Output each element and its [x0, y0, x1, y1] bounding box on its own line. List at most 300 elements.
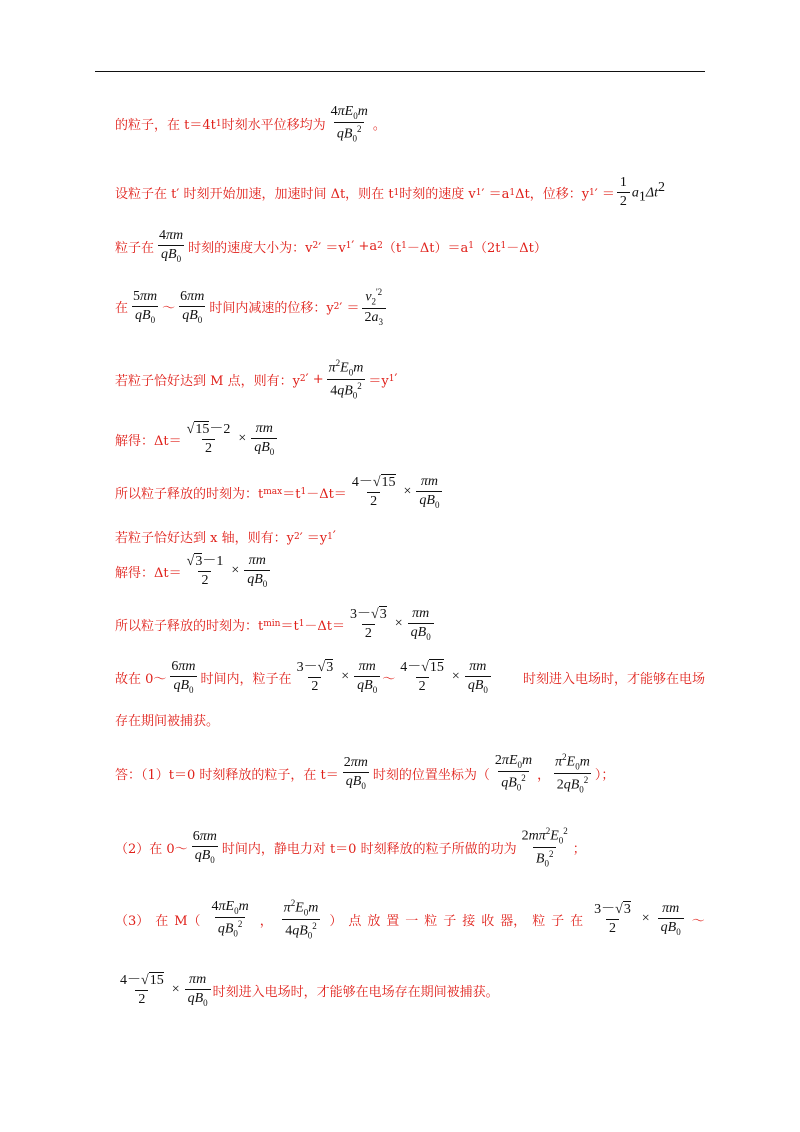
solution-line-8	[115, 527, 336, 546]
math-text: π	[350, 755, 358, 771]
math-text: 时间内，粒子在	[200, 671, 292, 687]
math-text: ＝t	[280, 618, 299, 634]
math-text: －	[358, 474, 373, 490]
math-text: π	[248, 553, 256, 568]
math-text: 3	[350, 606, 358, 622]
math-text: 时刻进入电场时，才能够在电场	[522, 671, 705, 687]
math-text: 2	[335, 358, 341, 368]
math-text: 收	[481, 913, 495, 929]
math-text: 0	[353, 110, 358, 121]
math-text: B	[261, 440, 270, 456]
math-text: 2	[583, 774, 589, 785]
math-text: （t	[382, 240, 402, 256]
math-text: 0	[361, 781, 366, 792]
math-text: 15	[195, 421, 210, 437]
math-text: B	[426, 493, 435, 509]
fraction-2pim-qB0	[341, 755, 371, 791]
math-text: π	[178, 659, 186, 674]
math-text: 0	[352, 133, 357, 144]
math-text: －	[202, 553, 217, 569]
math-text: m	[185, 659, 196, 674]
math-text: 2	[377, 241, 383, 252]
math-text: m	[528, 828, 539, 844]
math-text: 0	[575, 761, 580, 772]
math-text: 时刻的速度大小为：v	[188, 240, 313, 256]
math-text: 故在 0～	[115, 671, 167, 687]
math-text: 2	[333, 301, 340, 312]
math-text: π	[555, 754, 563, 770]
math-text: v	[365, 289, 372, 305]
math-text: 0	[307, 930, 313, 941]
math-text: 1	[298, 619, 305, 630]
fraction-sqrt3-minus-1-over-2	[184, 554, 227, 589]
math-text: π	[337, 104, 345, 119]
math-text: 4	[400, 659, 408, 675]
math-text: B	[344, 383, 353, 399]
math-text: √	[371, 606, 379, 622]
math-text: 0	[426, 631, 431, 642]
math-text: B	[352, 774, 362, 790]
math-text: π	[420, 474, 428, 489]
math-text: min	[263, 619, 281, 630]
math-text: 粒	[424, 913, 438, 929]
math-text: m	[353, 360, 364, 376]
math-text: （2）在 0～	[115, 841, 188, 857]
math-text: 0	[348, 367, 354, 378]
math-text: 6	[180, 288, 188, 304]
math-text: B	[417, 625, 427, 641]
text: 时刻的速度 v	[399, 187, 476, 203]
math-text: B	[299, 923, 308, 939]
math-text: 0	[434, 499, 440, 510]
math-text: －	[303, 659, 318, 675]
math-text: M（	[174, 913, 201, 929]
fraction-sqrt15-minus-2-over-2	[184, 422, 234, 457]
math-text: 0	[210, 855, 215, 866]
math-text: ×	[231, 563, 240, 579]
math-text: 2	[562, 752, 567, 762]
math-text: 时刻的位置坐标为（	[372, 767, 490, 783]
math-text: ，	[537, 767, 551, 783]
math-text: 器，	[500, 913, 527, 929]
math-text: 1	[509, 187, 516, 198]
fraction-6pim-qB0	[177, 289, 207, 325]
text: Δt，位移：y	[515, 187, 590, 203]
math-text: m	[308, 900, 319, 916]
math-text: －Δt＝	[306, 486, 347, 502]
math-text: 0	[234, 906, 239, 917]
math-text: a	[371, 309, 379, 325]
fraction-pisqE0m-2qB0sq	[552, 752, 593, 795]
math-text: ～	[162, 301, 176, 317]
math-text: q	[217, 922, 225, 938]
math-text: B	[364, 678, 373, 694]
math-text: q	[336, 126, 344, 142]
math-text: π	[189, 972, 197, 987]
math-text: a	[631, 185, 639, 201]
math-text: 子	[443, 913, 457, 929]
math-text: 点	[348, 913, 362, 929]
fraction-4-minus-sqrt15-over-2	[397, 660, 447, 695]
math-text: 2	[377, 287, 383, 297]
math-text: 0	[203, 997, 208, 1008]
text: 设粒子在 t′ 时刻开始加速，加速时间 Δt，则在 t	[115, 187, 394, 203]
math-text: 0	[176, 253, 182, 264]
math-text: √	[615, 901, 623, 917]
solution-line-1	[115, 104, 386, 144]
math-text: B	[535, 851, 545, 867]
solution-line-2	[115, 175, 665, 210]
math-text: 2	[371, 296, 377, 307]
math-text: q	[194, 848, 202, 864]
fraction-pim-qB0	[185, 972, 211, 1008]
math-text: ＝t	[282, 486, 301, 502]
math-text: B	[142, 307, 151, 323]
math-text: m	[476, 659, 487, 674]
math-text: ×	[394, 616, 403, 632]
math-text: 1	[475, 187, 482, 198]
math-text: ）；	[594, 767, 615, 783]
math-text: 2	[357, 380, 362, 391]
math-text: 1	[589, 187, 595, 198]
math-text: m	[365, 659, 376, 674]
math-text: 时间内，静电力对 t＝0 时刻释放的粒子所做的功为	[221, 841, 517, 857]
answer-line-1	[115, 752, 614, 795]
math-text: 1	[345, 241, 352, 252]
math-text: E	[340, 360, 349, 376]
math-text: π	[501, 753, 509, 769]
math-text: －Δt＝	[304, 618, 346, 634]
math-text: E	[566, 754, 576, 770]
math-text: 3	[623, 901, 631, 917]
math-text: √	[186, 421, 195, 437]
math-text: √	[317, 659, 326, 675]
fraction-4piE0m-qB0sq	[209, 899, 252, 939]
math-text: （2t	[473, 240, 501, 256]
fraction-3-minus-sqrt3-over-2	[294, 660, 337, 695]
math-text: m	[147, 288, 158, 304]
math-text: ～	[691, 913, 705, 929]
math-text: 1	[401, 241, 407, 252]
math-text: 4	[211, 899, 219, 915]
math-text: m	[206, 829, 217, 845]
fraction-pim-qB0	[354, 659, 380, 695]
math-text: 0	[150, 314, 156, 325]
math-text: 2	[606, 919, 619, 937]
math-text: 2	[657, 179, 665, 195]
math-text: q	[410, 625, 418, 641]
math-text: m	[173, 228, 184, 243]
math-text: m	[522, 753, 533, 769]
math-text: m	[579, 754, 590, 770]
answer-line-2	[115, 826, 586, 869]
math-text: 3	[594, 901, 602, 917]
math-text: 2	[548, 848, 554, 859]
math-text: q	[135, 307, 143, 323]
math-text: ′ +	[305, 371, 324, 387]
math-text: －	[357, 606, 372, 622]
math-text: 存在期间被捕获。	[115, 714, 220, 729]
solution-line-10	[115, 606, 436, 642]
math-text: π	[538, 828, 546, 844]
math-text: 4	[330, 104, 338, 119]
fraction-3-minus-sqrt3-over-2	[347, 607, 390, 642]
fraction-5pim-qB0	[130, 289, 160, 325]
math-text: 1	[216, 553, 224, 569]
math-text: q	[419, 493, 427, 509]
math-text: 0	[372, 684, 378, 695]
math-text: －	[601, 901, 616, 917]
math-text: q	[292, 923, 300, 939]
math-text: B	[180, 678, 189, 694]
math-text: ×	[451, 669, 460, 685]
math-text: m	[238, 899, 249, 915]
math-text: E	[225, 899, 235, 915]
solution-line-5	[115, 358, 397, 401]
math-text: ′	[394, 371, 398, 387]
math-text: －Δt）	[506, 240, 547, 256]
math-text: B	[254, 572, 263, 588]
math-text: 15	[429, 659, 444, 675]
math-text: 2	[293, 531, 300, 542]
math-text: 1	[388, 374, 395, 385]
math-text: q	[161, 247, 169, 263]
math-text: －	[407, 659, 422, 675]
fraction-6pim-qB0	[168, 659, 198, 695]
math-text: 0	[483, 684, 488, 695]
math-text: B	[194, 991, 204, 1007]
fraction-2mpisqE0sq-B0sq	[519, 826, 571, 869]
fraction-2piE0m-qB0sq	[492, 753, 535, 793]
solution-line-3	[115, 228, 547, 264]
math-text: ′ ＝	[339, 301, 360, 317]
math-text: 1	[638, 189, 646, 205]
fraction-pim-qB0	[244, 553, 270, 589]
math-text: 1	[500, 241, 507, 252]
math-text: 若粒子恰好达到 x 轴，则有：y	[115, 531, 294, 546]
math-text: 4	[330, 383, 338, 399]
math-text: m	[419, 606, 430, 621]
math-text: ～	[382, 671, 396, 687]
math-text: B	[168, 247, 177, 263]
math-text: q	[660, 920, 668, 936]
math-text: B	[189, 307, 198, 323]
math-text: 0	[262, 578, 268, 589]
math-text: 1	[327, 531, 333, 542]
math-text: q	[182, 307, 190, 323]
math-text: 答：（1）t＝0 时刻释放的粒子，在 t＝	[115, 767, 339, 783]
math-text: 粒	[532, 913, 546, 929]
solution-line-9	[115, 553, 272, 589]
math-text: 时刻进入电场时，才能够在电场存在期间被捕获。	[212, 984, 499, 1000]
math-text: ′ ＝y	[299, 531, 328, 546]
math-text: 2	[545, 826, 551, 836]
solution-line-6	[115, 421, 279, 457]
math-text: 4	[351, 474, 359, 490]
math-text: 2	[364, 309, 372, 325]
fraction-pim-qB0	[251, 421, 277, 457]
math-text: 在	[570, 913, 584, 929]
math-text: 4	[159, 228, 167, 243]
math-text: 0	[303, 907, 309, 918]
math-text: （3）	[115, 913, 150, 929]
fraction-v2sq-2a3	[362, 287, 387, 327]
math-text: 4	[120, 972, 127, 988]
math-text: 0	[558, 835, 564, 846]
math-text: q	[173, 678, 181, 694]
math-text: ′ ＝v	[318, 240, 346, 256]
math-text: π	[199, 829, 207, 845]
math-text: m	[262, 421, 273, 436]
math-text: 2	[299, 374, 306, 385]
math-text: π	[166, 228, 174, 243]
math-text: 0	[352, 390, 358, 401]
math-text: 时间内减速的位移：y	[209, 301, 334, 317]
fraction-pim-qB0	[416, 474, 442, 510]
math-text: max	[263, 487, 283, 498]
math-text: 所以粒子释放的时刻为：t	[115, 486, 264, 502]
math-text: √	[372, 474, 381, 490]
math-text: －Δt）＝a	[406, 240, 469, 256]
math-text: 在	[115, 301, 129, 317]
math-text: 1	[468, 241, 474, 252]
math-text: q	[247, 572, 255, 588]
answer-line-4	[115, 972, 499, 1008]
math-text: ×	[403, 484, 412, 500]
math-text: ×	[171, 982, 180, 998]
math-text: 3	[378, 316, 383, 327]
math-text: 15	[381, 474, 396, 490]
math-text: ′ +a	[351, 238, 378, 254]
solution-line-11	[115, 659, 705, 695]
solution-line-12	[115, 710, 219, 729]
math-text: 接	[462, 913, 476, 929]
text: 1	[215, 118, 222, 129]
math-text: 0	[517, 760, 522, 771]
math-text: －	[209, 421, 224, 437]
math-text: 2	[343, 755, 351, 771]
math-text: B	[570, 777, 580, 793]
math-text: q	[254, 440, 262, 456]
text: ′ ＝a	[481, 187, 510, 203]
math-text: 2	[563, 826, 568, 836]
text: ′ ＝	[594, 187, 615, 203]
math-text: m	[194, 288, 205, 304]
math-text: 1	[300, 487, 307, 498]
math-text: q	[187, 991, 195, 1007]
math-text: 2	[617, 192, 630, 210]
solution-line-7	[115, 474, 444, 510]
math-text: m	[357, 104, 368, 119]
math-text: 2	[135, 990, 148, 1008]
math-text: π	[358, 659, 366, 674]
math-text: 2	[290, 898, 296, 908]
math-text: '	[376, 287, 378, 297]
math-text: 0	[197, 314, 203, 325]
math-text: E	[344, 104, 354, 119]
math-text: 3	[195, 553, 203, 569]
math-text: 置	[386, 913, 400, 929]
fraction-pisqE0m-4qB0sq	[326, 358, 367, 401]
text: 。	[372, 118, 386, 134]
math-text: ；	[572, 841, 586, 857]
math-text: m	[255, 553, 266, 568]
math-text: 2	[521, 828, 529, 844]
math-text: 2	[367, 492, 380, 510]
math-text: Δt	[645, 185, 658, 201]
math-text: 2	[312, 241, 319, 252]
math-text: √	[421, 659, 429, 675]
math-text: q	[501, 776, 509, 792]
math-text: 4	[285, 923, 293, 939]
math-text: m	[427, 474, 438, 489]
math-text: q	[357, 678, 365, 694]
math-text: 2	[198, 571, 211, 589]
math-text: π	[662, 901, 670, 917]
math-text: ′	[332, 529, 336, 544]
math-text: ）	[329, 913, 343, 929]
math-text: 0	[544, 858, 549, 869]
math-text: 0	[676, 927, 681, 938]
fraction-pim-qB0	[465, 659, 491, 695]
math-text: π	[469, 659, 477, 674]
math-text: √	[186, 553, 195, 569]
math-text: B	[508, 776, 517, 792]
math-text: 2	[356, 124, 362, 135]
math-text: 所以粒子释放的时刻为：t	[115, 618, 264, 634]
math-text: 0	[233, 928, 238, 939]
math-text: q	[345, 774, 353, 790]
math-text: 1	[619, 175, 627, 190]
fraction-6pim-qB0	[190, 829, 220, 865]
math-text: B	[343, 126, 353, 142]
fraction-4-minus-sqrt15-over-2	[117, 973, 167, 1008]
fraction-pim-qB0	[408, 606, 434, 642]
fraction-one-half	[617, 175, 630, 210]
math-text: B	[224, 922, 234, 938]
math-text: E	[550, 828, 559, 844]
math-text: 0	[269, 446, 275, 457]
math-text: 一	[405, 913, 419, 929]
math-text: ×	[641, 911, 650, 927]
math-text: 2	[362, 624, 375, 642]
math-text: ×	[341, 669, 350, 685]
math-text: 2	[521, 773, 526, 784]
math-text: 子	[551, 913, 565, 929]
math-text: ×	[238, 431, 247, 447]
math-text: B	[201, 848, 211, 864]
math-text: 粒子在	[115, 240, 155, 256]
math-text: 2	[308, 677, 321, 695]
math-text: 2	[416, 677, 429, 695]
text: 的粒子，在 t＝4t	[115, 118, 216, 134]
math-text: 2	[202, 439, 215, 457]
math-text: 3	[326, 659, 334, 675]
math-text: q	[563, 777, 571, 793]
math-text: 6	[171, 659, 179, 674]
math-text: E	[508, 753, 518, 769]
math-text: 解得：Δt＝	[115, 433, 182, 449]
math-text: π	[255, 421, 263, 436]
answer-line-3	[115, 898, 705, 941]
math-text: B	[667, 920, 677, 936]
math-text: 2	[494, 753, 502, 769]
math-text: π	[140, 288, 148, 304]
math-text: －	[127, 972, 141, 988]
math-text: 6	[192, 829, 200, 845]
fraction-4piE0m-qB0sq	[328, 104, 371, 144]
math-text: 5	[133, 288, 141, 304]
